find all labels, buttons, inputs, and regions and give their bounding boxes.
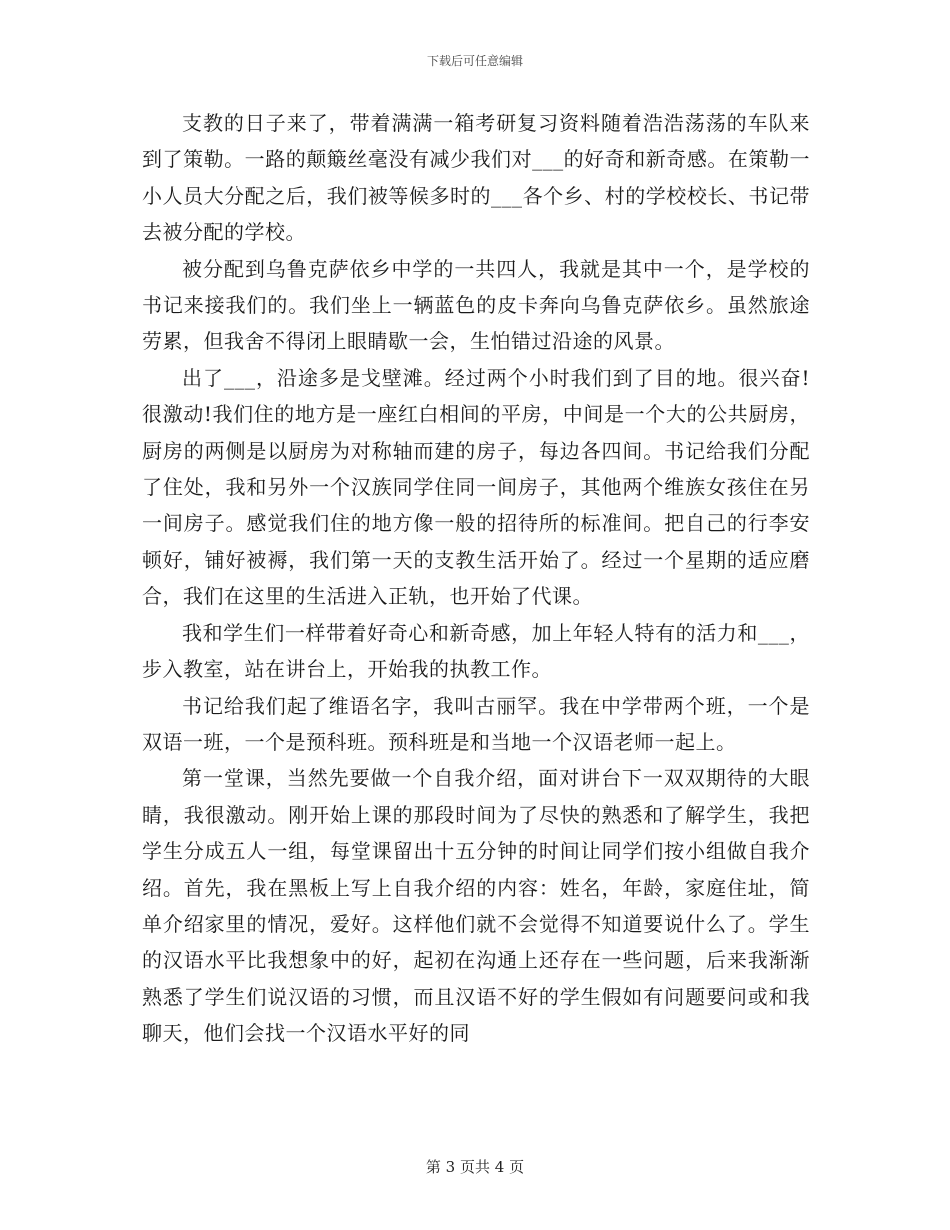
document-body <box>142 105 810 1052</box>
paragraph: 支教的日子来了，带着满满一箱考研复习资料随着浩浩荡荡的车队来到了策勒。一路的颠簸丝毫没有减少我们对___的好奇和新奇感。在策勒一小人员大分配之后，我们被等候多时的___各个乡、村的学校校长、书记带去被分配的学校。 <box>142 111 810 245</box>
paragraph: 被分配到乌鲁克萨依乡中学的一共四人，我就是其中一个，是学校的书记来接我们的。我们坐上一辆蓝色的皮卡奔向乌鲁克萨依乡。虽然旅途劳累，但我舍不得闭上眼睛歇一会，生怕错过沿途的风景。 <box>142 256 810 354</box>
paragraph: 第一堂课，当然先要做一个自我介绍，面对讲台下一双双期待的大眼睛，我很激动。刚开始上课的那段时间为了尽快的熟悉和了解学生，我把学生分成五人一组，每堂课留出十五分钟的时间让同学们按小组做自我介绍。首先，我在黑板上写上自我介绍的内容：姓名，年龄，家庭住址，简单介绍家里的情况，爱好。这样他们就不会觉得不知道要说什么了。学生的汉语水平比我想象中的好，起初在沟通上还存在一些问题，后来我渐渐熟悉了学生们说汉语的习惯，而且汉语不好的学生假如有问题要问或和我聊天，他们会找一个汉语水平好的同 <box>142 766 810 1046</box>
paragraph: 出了___，沿途多是戈壁滩。经过两个小时我们到了目的地。很兴奋!很激动!我们住的地方是一座红白相间的平房，中间是一个大的公共厨房，厨房的两侧是以厨房为对称轴而建的房子，每边各四间。书记给我们分配了住处，我和另外一个汉族同学住同一间房子，其他两个维族女孩住在另一间房子。感觉我们住的地方像一般的招待所的标准间。把自己的行李安顿好，铺好被褥，我们第一天的支教生活开始了。经过一个星期的适应磨合，我们在这里的生活进入正轨，也开始了代课。 <box>142 365 810 609</box>
paragraph: 我和学生们一样带着好奇心和新奇感，加上年轻人特有的活力和___，步入教室，站在讲台上，开始我的执教工作。 <box>142 620 810 682</box>
paragraph: 书记给我们起了维语名字，我叫古丽罕。我在中学带两个班，一个是双语一班，一个是预科班。预科班是和当地一个汉语老师一起上。 <box>142 693 810 754</box>
page-header: 下载后可任意编辑 <box>426 54 523 68</box>
page-number-footer: 第 3 页共 4 页 <box>425 1158 525 1176</box>
